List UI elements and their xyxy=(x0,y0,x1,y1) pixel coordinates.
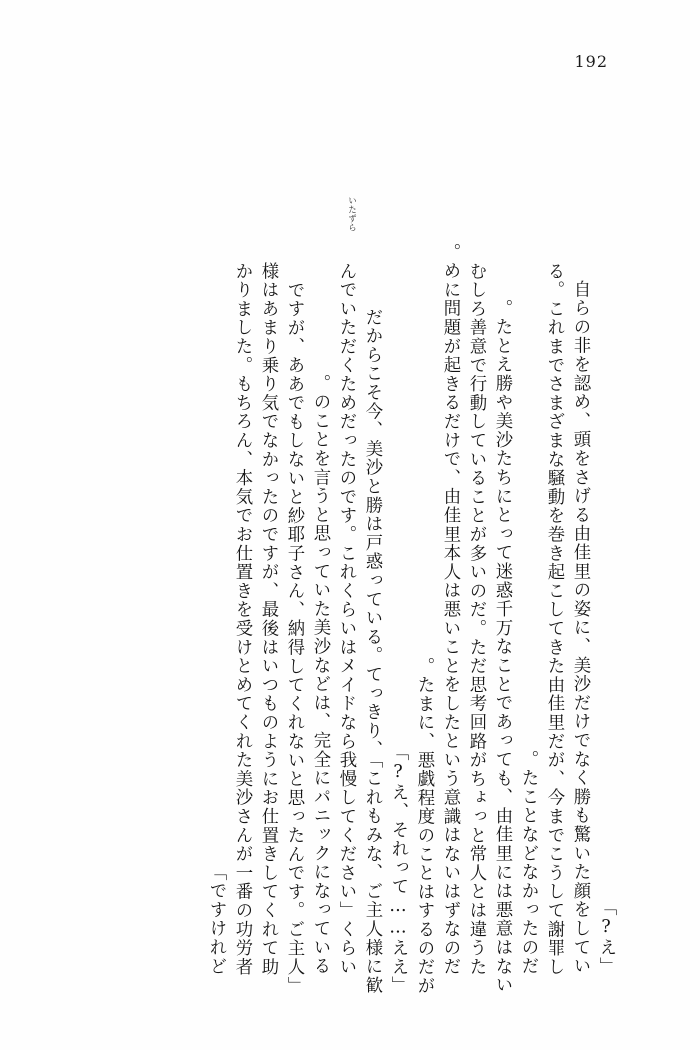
text-column: 「え?」 xyxy=(596,898,616,976)
text-column: る。これまでさまざまな騒動を巻き起こしてきた由佳里だが、今までこうして謝罪し xyxy=(544,261,564,976)
text-column: たまに、悪戯程度のことはするのだが。 xyxy=(414,656,434,995)
text-column: 自らの非を認め、頭をさげる由佳里の姿に、美沙だけでなく勝も驚いた顔をしてい xyxy=(570,280,590,976)
text-column: んでいただくためだったのです。これくらいはメイドなら我慢してください」くらい xyxy=(336,261,356,976)
text-column: かりました。もちろん、本気でお仕置きを受けとめてくれた美沙さんが一番の功労者 xyxy=(232,261,252,976)
text-column: 様はあまり乗り気でなかったのですが、最後はいつものようにお仕置きしてくれて助 xyxy=(258,261,278,976)
text-column: めに問題が起きるだけで、由佳里本人は悪いことをしたという意識はないはずなのだ。 xyxy=(440,242,460,976)
text-column: たとえ勝や美沙たちにとって迷惑千万なことであっても、由佳里には悪意はない。 xyxy=(492,299,512,995)
text-column: 「ですが、ああでもしないと紗耶子さん、納得してくれないと思ったんです。ご主人 xyxy=(284,280,304,995)
page-number: 192 xyxy=(574,52,608,71)
text-column: 「え、それって……ええ?」 xyxy=(388,742,408,995)
text-column: のことを言うと思っていた美沙などは、完全にパニックになっている。 xyxy=(310,374,330,976)
vertical-text-body xyxy=(60,96,616,995)
ruby-annotation-itazura: いたずら xyxy=(346,196,357,232)
text-column: だからこそ今、美沙と勝は戸惑っている。てっきり、「これもみな、ご主人様に歓 xyxy=(362,308,382,995)
text-column: ですけれど」 xyxy=(206,863,226,976)
text-column: たことなどなかったのだ。 xyxy=(518,750,538,976)
text-column: むしろ善意で行動していることが多いのだ。ただ思考回路がちょっと常人とは違うた xyxy=(466,261,486,976)
